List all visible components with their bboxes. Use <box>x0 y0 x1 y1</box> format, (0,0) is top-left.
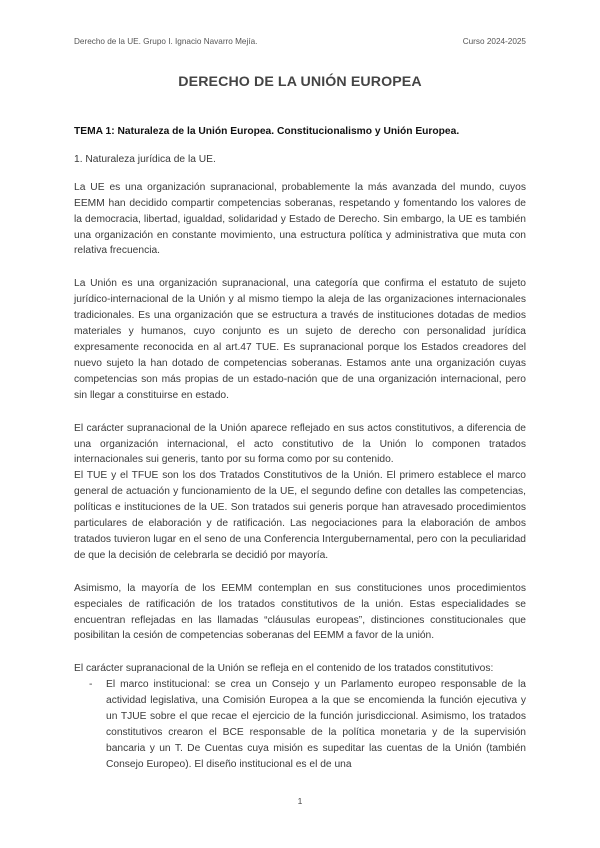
paragraph: Asimismo, la mayoría de los EEMM contemplan en sus constituciones unos procedimientos especiales de ratificación de los tratados constitutivos de la unión. Estas especialidades se encuentran reflejadas en las llamadas “cláusulas europeas”, distinciones constitucionales que posibilitan la cesión de competencias soberanas del EEMM a favor de la unión. <box>74 582 526 642</box>
paragraph: El carácter supranacional de la Unión se refleja en el contenido de los tratados constitutivos: <box>74 663 494 675</box>
dash-marker: - <box>89 679 93 691</box>
paragraph: La Unión es una organización supranacional, una categoría que confirma el estatuto de sujeto jurídico-internacional de la Unión y al mismo tiempo la aleja de las organizaciones internacionales tradicionales. Es una organización que se estructura a través de instituciones dotadas de medios materiales y humanos, cuyo conjunto es un sujeto de derecho con personalidad jurídica expresamente reconocida en al art.47 TUE. Es supranacional porque los Estados creadores del nuevo sujeto la han dotado de competencias soberanas. Estamos ante una organización cuyas competencias son más propias de un estado-nación que de una organización internacional, pero sin llegar a constituirse en estado. <box>74 278 526 401</box>
document-body <box>74 124 526 773</box>
page-header <box>74 37 526 49</box>
paragraph: El carácter supranacional de la Unión aparece reflejado en sus actos constitutivos, a diferencia de una organización internacional, el acto constitutivo de la Unión lo componen tratados internacionales sui generis, tanto por su forma como por su contenido. <box>74 422 526 466</box>
paragraph: El TUE y el TFUE son los dos Tratados Constitutivos de la Unión. El primero establece el marco general de actuación y funcionamiento de la UE, el segundo define con detalles las competencias, políticas e instituciones de la UE. Son tratados sui generis porque han atravesado procedimientos particulares de elaboración y de ratificación. Las negociaciones para la elaboración de ambos tratados tuvieron lugar en el seno de una Conferencia Intergubernamental, pero con la peculiaridad de que la decisión de celebrarla se decidió por mayoría. <box>74 470 526 561</box>
page-number: 1 <box>297 796 303 806</box>
bullet-list <box>74 677 526 772</box>
header-academic-year: Curso 2024-2025 <box>462 37 526 46</box>
section-heading: 1. Naturaleza jurídica de la UE. <box>74 153 216 165</box>
document-title: DERECHO DE LA UNIÓN EUROPEA <box>178 74 422 90</box>
list-item <box>89 677 526 772</box>
paragraph: La UE es una organización supranacional, probablemente la más avanzada del mundo, cuyos EEMM han decidido compartir competencias soberanas, respetando y fomentando los valores de la democracia, libertad, igualdad, solidaridad y Estado de Derecho. Sin embargo, la UE es también una organización en constante movimiento, una estructura política y administrativa que muta con relativa frecuencia. <box>74 181 526 257</box>
list-item-text: El marco institucional: se crea un Consejo y un Parlamento europeo responsable de la actividad legislativa, una Comisión Europea a la que se encomienda la función ejecutiva y un TJUE sobre el que recae el ejercicio de la función jurisdiccional. Asimismo, los tratados constitutivos crearon el BCE responsable de la política monetaria y de la supervisión bancaria y un T. De Cuentas cuya misión es supeditar las cuentas de la Unión (también Consejo Europeo). El diseño institucional es el de una <box>106 679 526 770</box>
topic-heading: TEMA 1: Naturaleza de la Unión Europea. Constitucionalismo y Unión Europea. <box>74 126 460 137</box>
header-course-info: Derecho de la UE. Grupo I. Ignacio Navarro Mejía. <box>74 37 258 46</box>
